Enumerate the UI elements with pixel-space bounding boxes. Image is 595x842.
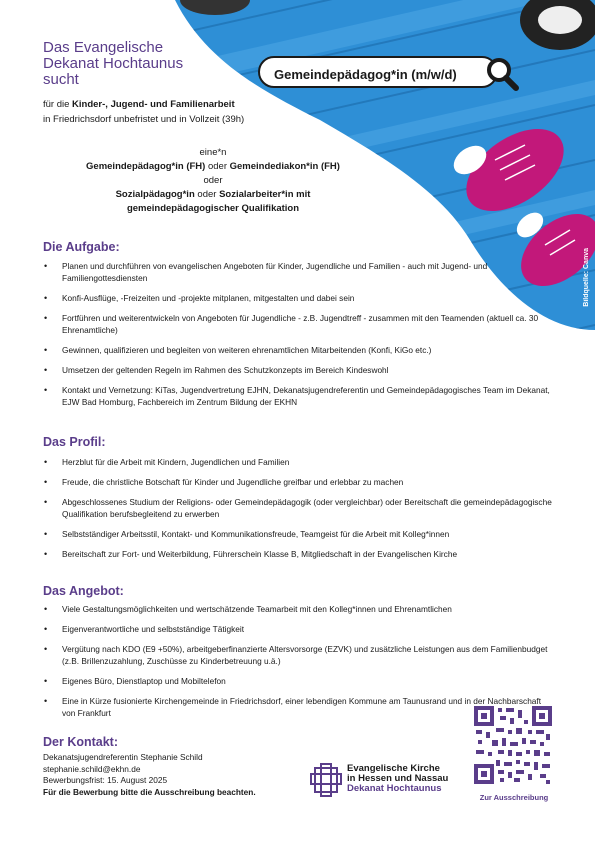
application-note: Für die Bewerbung bitte die Ausschreibung beachten. — [43, 786, 256, 797]
position-title-c: Sozialpädagog*in — [115, 189, 195, 200]
list-item: • Bereitschaft zur Fort- und Weiterbildung, Führerschein Klasse B, Mitgliedschaft in der Evangelischen Kirche — [43, 548, 553, 560]
list-item: • Gewinnen, qualifizieren und begleiten von weiteren ehrenamtlichen Mitarbeitenden (Konfi, KiGo etc.) — [43, 344, 553, 356]
section-heading-angebot: Das Angebot: — [43, 584, 124, 598]
list-item: • Planen und durchführen von evangelischen Angeboten für Kinder, Jugendliche und Familien - auch mit Jugend- und Familiengottesdiensten — [43, 260, 553, 284]
intro-field: Kinder-, Jugend- und Familienarbeit — [72, 99, 235, 110]
list-item: • Vergütung nach KDO (E9 +50%), arbeitgeberfinanzierte Altersvorsorge (EZVK) und zusätzliche Leistungen aus dem Familienbudget (z.B. Brillenzuzahlung, Zuschüsse zu Kinderbetreuung u.ä.) — [43, 643, 553, 667]
magnifier-icon — [484, 54, 520, 92]
position-title — [43, 146, 383, 216]
list-item: • Herzblut für die Arbeit mit Kindern, Jugendlichen und Familien — [43, 456, 553, 468]
list-item: • Selbstständiger Arbeitsstil, Kontakt- und Kommunikationsfreude, Teamgeist für die Arbeit mit Kolleg*innen — [43, 528, 553, 540]
application-deadline: Bewerbungsfrist: 15. August 2025 — [43, 775, 168, 785]
position-line-4 — [43, 188, 383, 202]
list-item: • Eigenes Büro, Dienstlaptop und Mobiltelefon — [43, 675, 553, 687]
position-line-3: oder — [203, 175, 223, 186]
contact-email[interactable]: stephanie.schild@ekhn.de — [43, 763, 141, 774]
position-title-a: Gemeindepädagog*in (FH) — [86, 161, 206, 172]
job-search-bar — [258, 54, 520, 92]
list-item: • Eine in Kürze fusionierte Kirchengemeinde in Friedrichsdorf, einer lebendigen Kommune am Taunusrand und in der Nachbarschaft von Frankfurt — [43, 695, 553, 719]
aufgabe-list — [43, 260, 553, 416]
intro-line-2: in Friedrichsdorf unbefristet und in Vollzeit (39h) — [43, 114, 245, 125]
qr-code-icon[interactable] — [474, 706, 552, 784]
section-heading-profil: Das Profil: — [43, 435, 106, 449]
job-title-search-text: Gemeindepädagog*in (m/w/d) — [274, 67, 457, 82]
logo-text — [347, 764, 448, 794]
org-title-line-2: Dekanat Hochtaunus — [43, 55, 184, 72]
logo-line-2: in Hessen und Nassau — [347, 773, 449, 784]
position-connector-1: oder — [205, 161, 230, 172]
list-item: • Umsetzen der geltenden Regeln im Rahmen des Schutzkonzepts im Bereich Kindeswohl — [43, 364, 553, 376]
cross-logo-icon — [309, 762, 343, 798]
qr-caption[interactable]: Zur Ausschreibung — [479, 793, 549, 802]
ekhn-logo — [309, 762, 469, 800]
contact-block — [43, 752, 256, 798]
logo-line-3: Dekanat Hochtaunus — [347, 783, 442, 794]
list-item: • Konfi-Ausflüge, -Freizeiten und -projekte mitplanen, mitgestalten und dabei sein — [43, 292, 553, 304]
position-title-b: Gemeindediakon*in (FH) — [229, 161, 340, 172]
org-title-line-3: sucht — [43, 71, 79, 88]
photo-credit: Bildquelle: Canva — [583, 248, 590, 307]
position-line-5: gemeindepädagogischer Qualifikation — [126, 203, 300, 214]
list-item: • Freude, die christliche Botschaft für Kinder und Jugendliche greifbar und erlebbar zu machen — [43, 476, 553, 488]
organization-title — [43, 40, 233, 88]
list-item: • Eigenverantwortliche und selbstständige Tätigkeit — [43, 623, 553, 635]
section-heading-kontakt: Der Kontakt: — [43, 735, 119, 749]
position-line-1: eine*n — [199, 147, 227, 158]
list-item: • Kontakt und Vernetzung: KiTas, Jugendvertretung EJHN, Dekanatsjugendreferentin und Gemeindepädagogisches Team im Dekanat, EJW Bad Homburg, Fachbereich im Zentrum Bildung der EKHN — [43, 384, 553, 408]
org-title-line-1: Das Evangelische — [43, 39, 164, 56]
position-title-d: Sozialarbeiter*in mit — [219, 189, 311, 200]
position-connector-2: oder — [194, 189, 220, 200]
search-field — [258, 56, 498, 88]
section-heading-aufgabe: Die Aufgabe: — [43, 240, 120, 254]
list-item: • Fortführen und weiterentwickeln von Angeboten für Jugendliche - z.B. Jugendtreff - zusammen mit den Teamenden (aktuell ca. 30 Ehrenamtliche) — [43, 312, 553, 336]
profil-list — [43, 456, 553, 568]
contact-name: Dekanatsjugendreferentin Stephanie Schild — [43, 752, 203, 762]
logo-line-1: Evangelische Kirche — [347, 763, 440, 774]
list-item: • Abgeschlossenes Studium der Religions- oder Gemeindepädagogik (oder vergleichbar) oder Bereitschaft die gemeindepädagogische Qualifikation berufsbegleitend zu erwerben — [43, 496, 553, 520]
position-line-2 — [43, 160, 383, 174]
intro-text — [43, 97, 244, 127]
intro-prefix: für die — [43, 99, 73, 110]
intro-line-1 — [43, 97, 244, 112]
list-item: • Viele Gestaltungsmöglichkeiten und wertschätzende Teamarbeit mit den Kolleg*innen und Ehrenamtlichen — [43, 603, 553, 615]
